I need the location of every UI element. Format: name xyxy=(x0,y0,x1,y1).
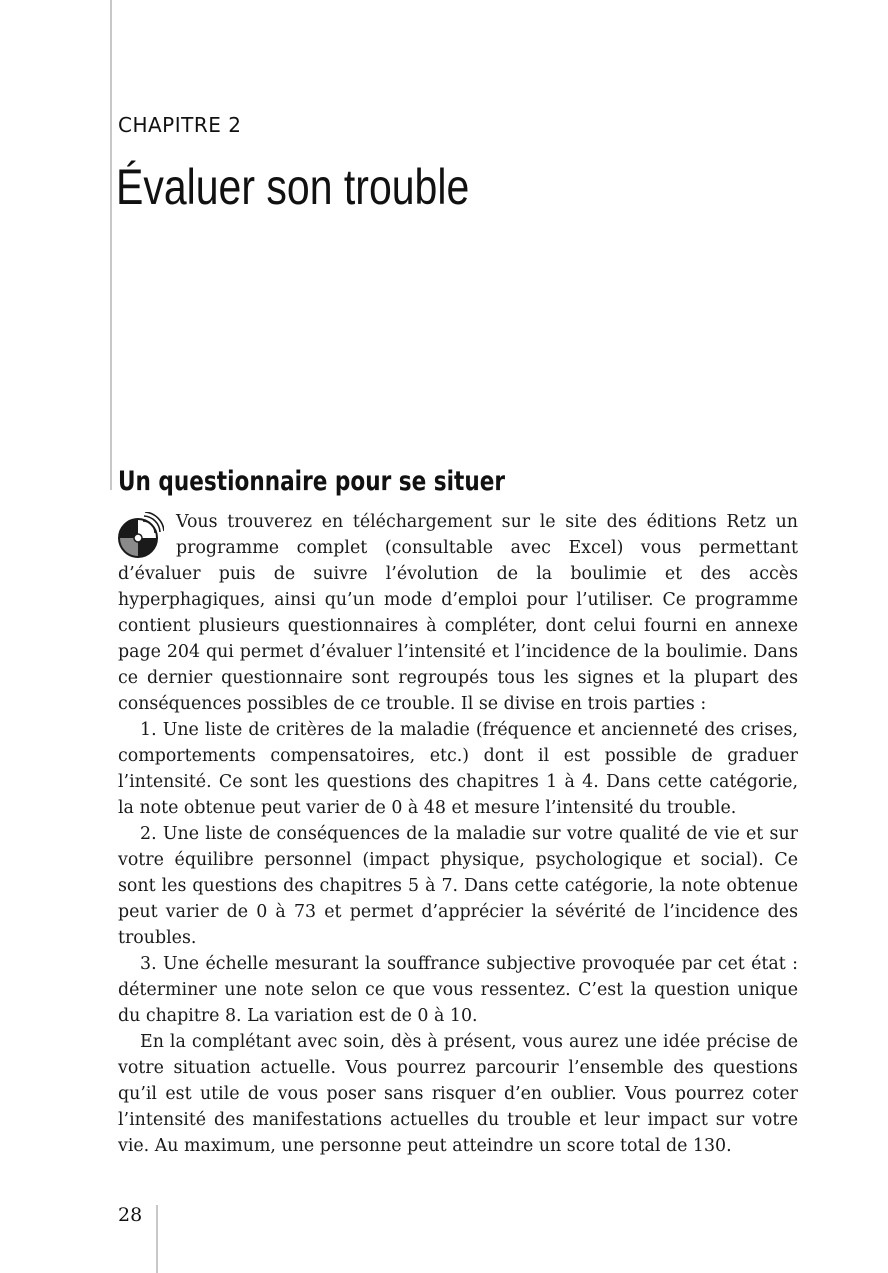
margin-rule-top xyxy=(110,0,112,490)
chapter-title: Évaluer son trouble xyxy=(116,159,470,215)
cd-download-icon xyxy=(118,512,164,558)
list-item-1: 1. Une liste de critères de la maladie (fréquence et ancienneté des crises, comportements compensatoires, etc.) dont il est possible de graduer l’intensité. Ce sont les questions des chapitres 1 à 4. Dans cette catégorie, la note obtenue peut varier de 0 à 48 et mesure l’intensité du trouble. xyxy=(118,720,798,818)
chapter-label: CHAPITRE 2 xyxy=(118,113,242,137)
section-title: Un questionnaire pour se situer xyxy=(118,466,506,497)
paragraph-intro-text: Vous trouverez en téléchargement sur le site des éditions Retz un programme complet (consultable avec Excel) vous permettant d’évaluer puis de suivre l’évolution de la boulimie et des accès hyperphagiques, ainsi qu’un mode d’emploi pour l’utiliser. Ce programme contient plusieurs questionnaires à compléter, dont celui fourni en annexe page 204 qui permet d’évaluer l’intensité et l’incidence de la boulimie. Dans ce dernier questionnaire sont regroupés tous les signes et la plupart des conséquences possibles de ce trouble. Il se divise en trois parties : xyxy=(118,512,798,714)
body-text xyxy=(118,509,798,1159)
list-item-2: 2. Une liste de conséquences de la maladie sur votre qualité de vie et sur votre équilibre personnel (impact physique, psychologique et social). Ce sont les questions des chapitres 5 à 7. Dans cette catégorie, la note obtenue peut varier de 0 à 73 et permet d’apprécier la sévérité de l’incidence des troubles. xyxy=(118,824,798,948)
page-number: 28 xyxy=(118,1204,143,1226)
paragraph-intro xyxy=(118,509,798,717)
paragraph-conclusion: En la complétant avec soin, dès à présent, vous aurez une idée précise de votre situation actuelle. Vous pourrez parcourir l’ensemble des questions qu’il est utile de vous poser sans risquer d’en oublier. Vous pourrez coter l’intensité des manifestations actuelles du trouble et leur impact sur votre vie. Au maximum, une personne peut atteindre un score total de 130. xyxy=(118,1032,798,1156)
list-item-3: 3. Une échelle mesurant la souffrance subjective provoquée par cet état : déterminer une note selon ce que vous ressentez. C’est la question unique du chapitre 8. La variation est de 0 à 10. xyxy=(118,954,798,1026)
margin-rule-bottom xyxy=(156,1205,158,1273)
